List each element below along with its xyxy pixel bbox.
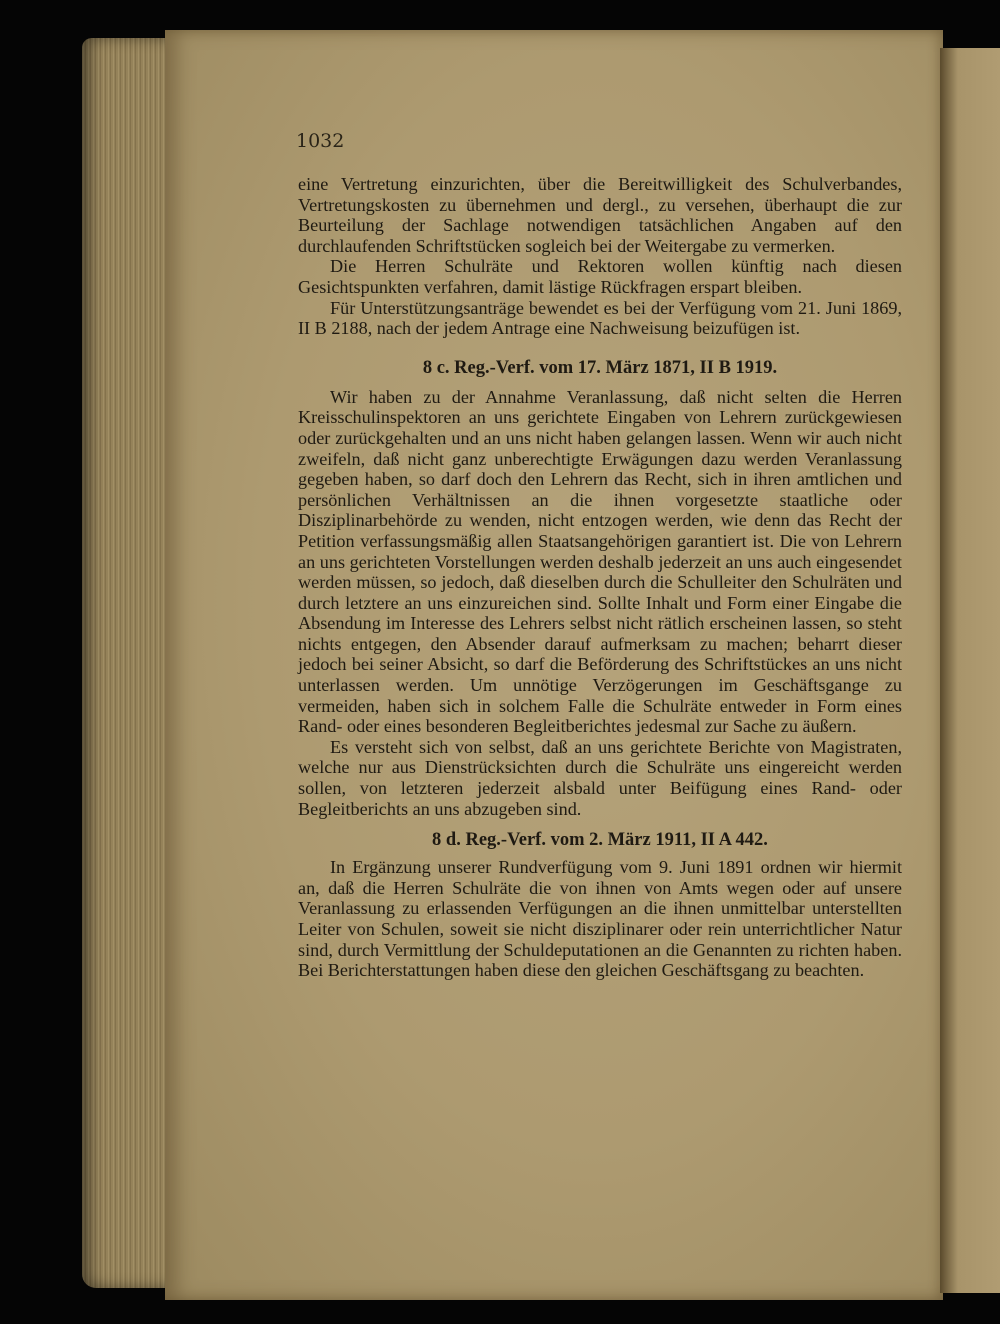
section-heading-8c: 8 c. Reg.-Verf. vom 17. März 1871, II B 1919. <box>422 357 778 378</box>
page-number: 1032 <box>296 130 345 152</box>
paragraph-intro: eine Vertretung einzurichten, über die Bereitwilligkeit des Schulverbandes, Vertretungskosten zu übernehmen und dergl., zu versehen, überhaupt die zur Beurteilung der Sachlage notwendigen tatsächlichen Angaben auf den durchlaufenden Schriftstücken sogleich bei der Weitergabe zu vermerken. <box>298 174 902 256</box>
paragraph-8c-main: Wir haben zu der Annahme Veranlassung, daß nicht selten die Herren Kreisschulinspektoren an uns gerichtete Eingaben von Lehrern zurückgewiesen oder zurückgehalten und an uns nicht haben gelangen lassen. Wenn wir auch nicht zweifeln, daß nicht ganz unberechtigte Erwägungen dazu werden Veranlassung gegeben haben, so darf doch den Lehrern das Recht, sich in ihren amtlichen und persönlichen Verhältnissen an die ihnen vorgesetzte staatliche oder Disziplinarbehörde zu wenden, nicht entzogen werden, wie denn das Recht der Petition verfassungsmäßig allen Staatsangehörigen garantiert ist. Die von Lehrern an uns gerichteten Vorstellungen werden deshalb jederzeit an uns auch eingesendet werden müssen, so jedoch, daß dieselben durch die Schulleiter den Schulräten und durch letztere an uns einzureichen sind. Sollte Inhalt und Form einer Eingabe die Absendung im Interesse des Lehrers selbst nicht rätlich erscheinen lassen, so steht nichts entgegen, den Absender darauf aufmerksam zu machen; beharrt dieser jedoch bei seiner Absicht, so darf die Beförderung des Schriftstückes an uns nicht unterlassen werden. Um unnötige Verzögerungen im Geschäftsgange zu vermeiden, haben sich in solchem Falle die Schulräte entweder in Form eines Rand- oder eines besonderen Begleitberichtes jedesmal zur Sache zu äußern. <box>298 386 902 737</box>
paragraph-8c-magistrate: Es versteht sich von selbst, daß an uns gerichtete Berichte von Magistraten, welche nur aus Dienstrücksichten durch die Schulräte uns eingereicht werden sollen, von letzteren jederzeit alsbald unter Beifügung eines Rand- oder Begleitberichts an uns abzugeben sind. <box>298 736 902 819</box>
section-heading-8d: 8 d. Reg.-Verf. vom 2. März 1911, II A 442. <box>432 830 768 851</box>
paragraph-8d-main: In Ergänzung unserer Rundverfügung vom 9. Juni 1891 ordnen wir hiermit an, daß die Herren Schulräte die von ihnen von Amts wegen oder auf unsere Veranlassung zu erlassenden Verfügungen an die ihnen unmittelbar unterstellten Leiter von Schulen, soweit sie nicht disziplinarer oder rein unterrichtlicher Natur sind, durch Vermittlung der Schuldeputationen an die Genannten zu richten haben. Bei Berichterstattungen haben diese den gleichen Geschäftsgang zu beachten. <box>298 857 902 981</box>
facing-page-edge <box>940 48 1000 1293</box>
paragraph-unterstuetzung: Für Unterstützungsanträge bewendet es bei der Verfügung vom 21. Juni 1869, II B 2188, nach der jedem Antrage eine Nachweisung beizufügen ist. <box>298 297 902 339</box>
paragraph-rektoren: Die Herren Schulräte und Rektoren wollen künftig nach diesen Gesichtspunkten verfahren, damit lästige Rückfragen erspart bleiben. <box>298 256 902 297</box>
